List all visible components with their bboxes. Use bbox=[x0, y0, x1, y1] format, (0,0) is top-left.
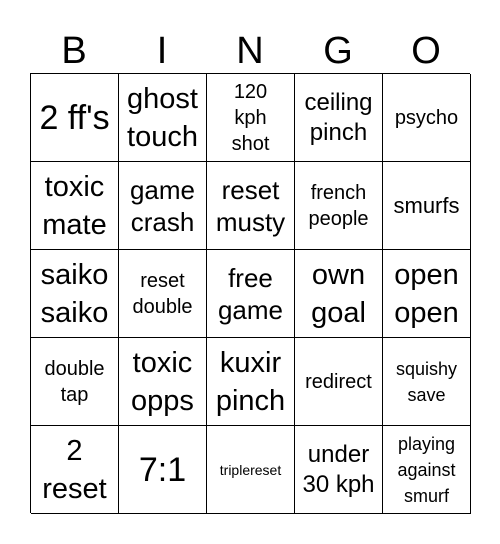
header-letter-g: G bbox=[323, 30, 353, 72]
bingo-cell[interactable] bbox=[207, 338, 295, 426]
bingo-cell[interactable] bbox=[119, 426, 207, 514]
cell-text: french people bbox=[308, 181, 369, 230]
cell-text: 2 ff's bbox=[39, 98, 110, 137]
cell-text: playing against smurf bbox=[397, 433, 456, 506]
bingo-grid bbox=[30, 73, 470, 513]
bingo-cell[interactable] bbox=[119, 74, 207, 162]
bingo-cell[interactable] bbox=[295, 426, 383, 514]
cell-text: reset musty bbox=[215, 174, 286, 237]
bingo-cell[interactable] bbox=[383, 74, 471, 162]
bingo-cell[interactable] bbox=[383, 250, 471, 338]
cell-text: squishy save bbox=[395, 358, 458, 405]
cell-text: 120 kph shot bbox=[231, 80, 270, 155]
bingo-cell[interactable] bbox=[207, 162, 295, 250]
bingo-cell[interactable] bbox=[31, 162, 119, 250]
bingo-cell[interactable] bbox=[119, 338, 207, 426]
bingo-cell[interactable] bbox=[207, 426, 295, 514]
cell-text: under 30 kph bbox=[302, 440, 375, 498]
cell-text: reset double bbox=[132, 269, 193, 318]
bingo-cell[interactable] bbox=[119, 250, 207, 338]
cell-text: smurfs bbox=[393, 192, 460, 218]
cell-text: toxic mate bbox=[42, 170, 107, 241]
cell-text: ghost touch bbox=[127, 82, 198, 153]
bingo-cell[interactable] bbox=[31, 338, 119, 426]
cell-text: ceiling pinch bbox=[304, 88, 373, 146]
cell-text: 2 reset bbox=[42, 434, 107, 505]
bingo-header bbox=[30, 26, 470, 76]
bingo-cell[interactable] bbox=[119, 162, 207, 250]
bingo-cell[interactable] bbox=[295, 250, 383, 338]
bingo-cell[interactable] bbox=[31, 250, 119, 338]
header-letter-n: N bbox=[236, 30, 264, 72]
cell-text: saiko saiko bbox=[40, 258, 109, 329]
bingo-cell[interactable] bbox=[383, 162, 471, 250]
cell-text: free game bbox=[217, 262, 284, 325]
bingo-cell[interactable] bbox=[207, 250, 295, 338]
cell-text: own goal bbox=[311, 258, 366, 329]
cell-text: psycho bbox=[394, 106, 459, 129]
cell-text: triplereset bbox=[219, 461, 282, 478]
cell-text: redirect bbox=[305, 370, 372, 393]
bingo-cell[interactable] bbox=[295, 338, 383, 426]
cell-text: toxic opps bbox=[131, 346, 194, 417]
header-letter-i: I bbox=[156, 30, 168, 72]
bingo-cell[interactable] bbox=[383, 426, 471, 514]
cell-text: open open bbox=[394, 258, 459, 329]
header-letter-o: O bbox=[411, 30, 441, 72]
bingo-cell[interactable] bbox=[31, 74, 119, 162]
bingo-cell[interactable] bbox=[207, 74, 295, 162]
bingo-cell[interactable] bbox=[31, 426, 119, 514]
bingo-cell[interactable] bbox=[383, 338, 471, 426]
cell-text: 7:1 bbox=[138, 450, 187, 489]
cell-text: game crash bbox=[129, 174, 196, 237]
header-letter-b: B bbox=[61, 30, 87, 72]
cell-text: kuxir pinch bbox=[215, 346, 286, 417]
bingo-cell[interactable] bbox=[295, 162, 383, 250]
bingo-cell[interactable] bbox=[295, 74, 383, 162]
cell-text: double tap bbox=[44, 357, 105, 406]
